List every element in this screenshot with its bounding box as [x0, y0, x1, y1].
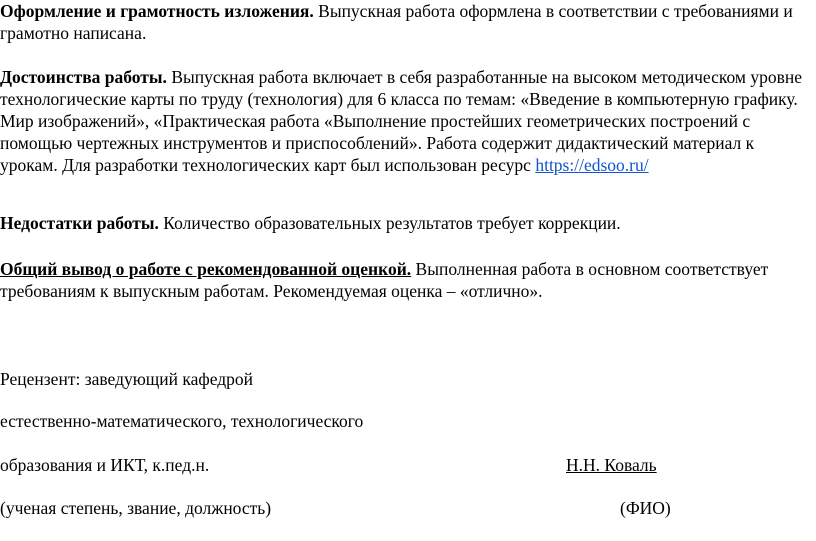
position-caption: (ученая степень, звание, должность) — [0, 498, 272, 518]
title-text: образования и ИКТ, к.пед.н. — [0, 455, 210, 475]
title-line — [0, 454, 657, 476]
conclusion-text: Выполненная работа в основном соответствует требованиям к выпускным работам. Рекомендуемая оценка – «отлично». — [0, 259, 769, 301]
caption-line — [0, 497, 671, 519]
merits-text: Выпускная работа включает в себя разработанные на высоком методическом уровне технологические карты по труду (технология) для 6 класса по темам: «Введение в компьютерную графику. Мир изображений», «Практическая работа «Выполнение простейших геометрических построений с помощью чертежных инструментов и приспособлений». Работа содержит дидактический материал к урокам. Для разработки технологических карт был использован ресурс — [0, 67, 802, 175]
reviewer-name: Н.Н. Коваль — [566, 455, 657, 475]
formatting-heading: Оформление и грамотность изложения. — [0, 1, 314, 21]
department-line: естественно-математического, технологического — [0, 411, 364, 431]
name-caption: (ФИО) — [620, 498, 671, 518]
resource-link[interactable]: https://edsoo.ru/ — [535, 155, 649, 175]
conclusion-heading: Общий вывод о работе с рекомендованной оценкой. — [0, 259, 412, 279]
merits-paragraph — [0, 66, 814, 176]
conclusion-paragraph — [0, 258, 814, 302]
drawbacks-paragraph — [0, 212, 814, 234]
reviewer-line: Рецензент: заведующий кафедрой — [0, 369, 254, 389]
formatting-paragraph — [0, 0, 814, 44]
merits-heading: Достоинства работы. — [0, 67, 167, 87]
drawbacks-text: Количество образовательных результатов требует коррекции. — [158, 213, 621, 233]
formatting-text: Выпускная работа оформлена в соответствии с требованиями и грамотно написана. — [0, 1, 793, 43]
drawbacks-heading: Недостатки работы. — [0, 213, 159, 233]
